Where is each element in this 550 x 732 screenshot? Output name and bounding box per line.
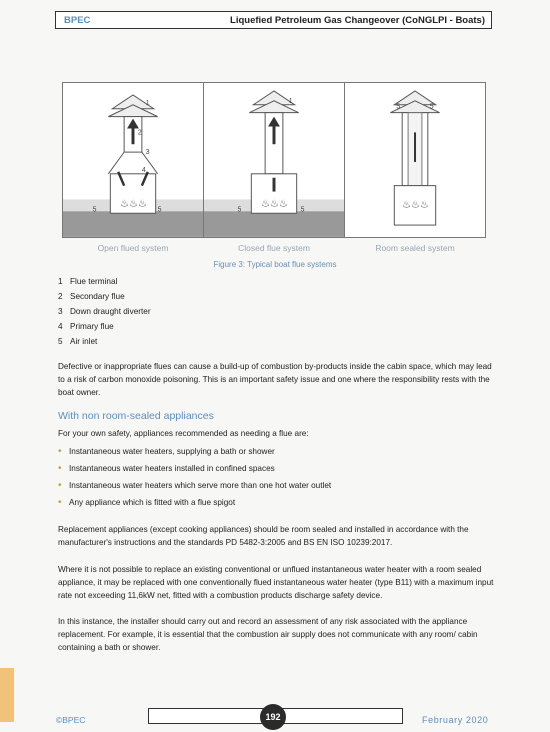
open-label-3: 3 [145,149,150,157]
list-item-text: Instantaneous water heaters, supplying a bath or shower [69,447,275,456]
legend-text: Air inlet [70,337,98,346]
legend-item [58,292,151,307]
legend-text: Flue terminal [70,277,118,286]
paragraph-assessment: In this instance, the installer should carry out and record an assessment of any risk associated with the appliance replacement. For example, it is essential that the combustion air supply does not communicate with any room/ cabin containing a bath or shower. [58,617,478,652]
figure-room-sealed [344,82,486,238]
bullet-icon: • [58,497,62,508]
figure-legend [58,277,151,352]
side-tab-marker [0,668,14,722]
open-label-5b: 5 [157,206,162,214]
open-label-2: 2 [137,129,142,137]
footer-date: February 2020 [422,715,489,725]
paragraph-intro: For your own safety, appliances recommended as needing a flue are: [58,429,309,438]
caption-open-flued: Open flued system [97,243,169,253]
open-flued-diagram [63,83,203,237]
legend-text: Down draught diverter [70,307,151,316]
closed-label-1: 1 [288,97,293,105]
svg-text:♨♨♨: ♨♨♨ [261,198,288,210]
header-brand: BPEC [64,15,91,26]
list-item-text: Any appliance which is fitted with a flue spigot [69,498,236,507]
open-label-5a: 5 [92,206,97,214]
caption-closed-flue: Closed flue system [238,243,310,253]
sealed-label-5a: 5 [396,103,401,111]
figure-closed-flue [203,82,345,238]
list-item-text: Instantaneous water heaters which serve more than one hot water outlet [69,481,332,490]
legend-item [58,277,151,292]
legend-text: Primary flue [70,322,114,331]
open-label-4: 4 [141,166,146,174]
list-item [58,498,331,515]
closed-flue-diagram [204,83,344,237]
section-heading: With non room-sealed appliances [58,410,214,422]
figure-open-flued [62,82,204,238]
caption-room-sealed: Room sealed system [375,243,455,253]
list-item-text: Instantaneous water heaters installed in confined spaces [69,464,275,473]
paragraph-conventional: Where it is not possible to replace an existing conventional or unflued instantaneous water heater with a room sealed appliance, it may be replaced with one conventionally flued instantaneous water heater (type B11) with a maximum input rate not exceeding 11,6kW net, fitted with a combustion products discharge safety device. [58,565,494,600]
closed-label-5b: 5 [300,206,305,214]
bullet-icon: • [58,463,62,474]
legend-num: 4 [58,322,63,331]
bullet-list [58,447,331,515]
page-header [55,11,492,29]
legend-item [58,337,151,352]
legend-num: 1 [58,277,63,286]
legend-num: 5 [58,337,63,346]
bullet-icon: • [58,446,62,457]
bullet-icon: • [58,480,62,491]
closed-label-5a: 5 [237,206,242,214]
legend-text: Secondary flue [70,292,125,301]
legend-item [58,307,151,322]
page-number: 192 [260,704,286,730]
figure-title: Figure 3: Typical boat flue systems [213,260,337,269]
paragraph-defective-flues: Defective or inappropriate flues can cause a build-up of combustion by-products inside the cabin space, which may lead to a risk of carbon monoxide poisoning. This is an important safety issue and one where the responsibility rests with the boat owner. [58,362,492,397]
list-item [58,464,331,481]
open-label-1: 1 [145,99,150,107]
list-item [58,447,331,464]
sealed-label-5b: 5 [429,103,434,111]
paragraph-replacement: Replacement appliances (except cooking appliances) should be room sealed and installed in accordance with the manufacturer's instructions and the standards PD 5482-3:2005 and BS EN ISO 10239:2017. [58,525,469,547]
room-sealed-diagram [345,83,485,237]
footer-copyright: ©BPEC [56,715,86,725]
svg-text:♨♨♨: ♨♨♨ [402,199,429,211]
legend-item [58,322,151,337]
header-title: Liquefied Petroleum Gas Changeover (CoNGLPI - Boats) [230,15,485,26]
legend-num: 3 [58,307,63,316]
svg-text:♨♨♨: ♨♨♨ [120,198,147,210]
list-item [58,481,331,498]
legend-num: 2 [58,292,63,301]
